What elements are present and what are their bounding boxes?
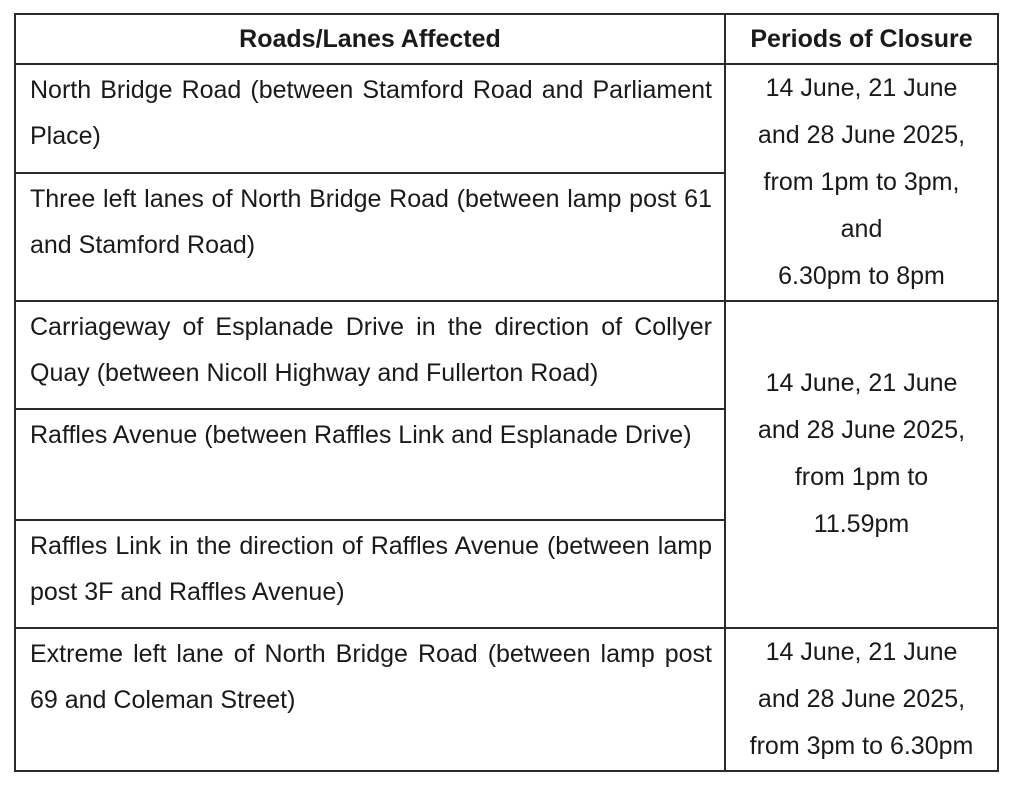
period-line: 14 June, 21 June xyxy=(765,74,958,102)
table-row xyxy=(15,301,998,409)
period-line: from 1pm to xyxy=(794,463,929,491)
period-line: 6.30pm to 8pm xyxy=(778,262,945,290)
period-cell xyxy=(725,628,998,771)
table-row xyxy=(15,628,998,771)
period-cell xyxy=(725,64,998,301)
header-periods-of-closure: Periods of Closure xyxy=(725,14,998,64)
period-line: and xyxy=(840,215,883,243)
period-line: and 28 June 2025, xyxy=(757,416,966,444)
road-cell: Three left lanes of North Bridge Road (between lamp post 61 and Stamford Road) xyxy=(15,173,725,301)
period-line: from 1pm to 3pm, xyxy=(763,168,960,196)
header-row xyxy=(15,14,998,64)
period-line: 14 June, 21 June xyxy=(765,369,958,397)
road-cell: Extreme left lane of North Bridge Road (between lamp post 69 and Coleman Street) xyxy=(15,628,725,771)
road-cell: Raffles Link in the direction of Raffles Avenue (between lamp post 3F and Raffles Avenue) xyxy=(15,520,725,628)
period-line: from 3pm to 6.30pm xyxy=(749,732,974,760)
road-cell: Raffles Avenue (between Raffles Link and Esplanade Drive) xyxy=(15,409,725,520)
road-closures-table xyxy=(14,13,999,772)
road-cell: Carriageway of Esplanade Drive in the direction of Collyer Quay (between Nicoll Highway and Fullerton Road) xyxy=(15,301,725,409)
period-cell xyxy=(725,301,998,628)
period-line: 11.59pm xyxy=(813,510,910,538)
header-roads-affected: Roads/Lanes Affected xyxy=(15,14,725,64)
table-row xyxy=(15,64,998,173)
period-line: 14 June, 21 June xyxy=(765,638,958,666)
road-cell: North Bridge Road (between Stamford Road and Parliament Place) xyxy=(15,64,725,173)
period-line: and 28 June 2025, xyxy=(757,685,966,713)
period-line: and 28 June 2025, xyxy=(757,121,966,149)
